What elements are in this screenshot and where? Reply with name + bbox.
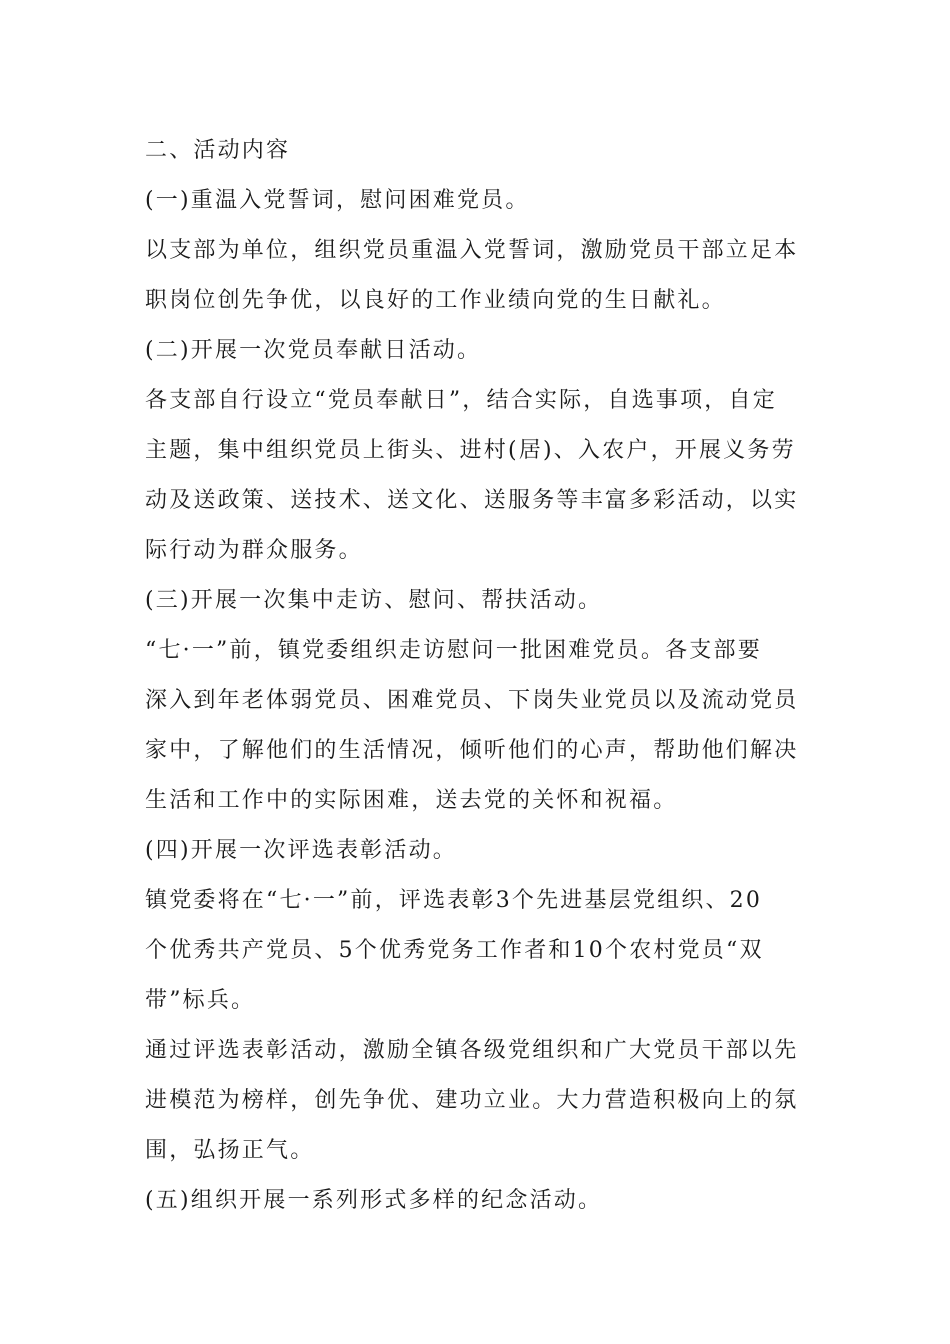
subsection-heading-1: (一)重温入党誓词，慰问困难党员。 <box>145 188 530 213</box>
paragraph-line: 主题，集中组织党员上街头、进村(居)、入农户，开展义务劳 <box>145 438 796 463</box>
paragraph-line: 动及送政策、送技术、送文化、送服务等丰富多彩活动，以实 <box>145 488 799 513</box>
paragraph-line: 职岗位创先争优，以良好的工作业绩向党的生日献礼。 <box>145 288 726 313</box>
paragraph-line: 带”标兵。 <box>145 988 256 1013</box>
paragraph-line: 际行动为群众服务。 <box>145 538 363 563</box>
subsection-heading-3: (三)开展一次集中走访、慰问、帮扶活动。 <box>145 588 603 613</box>
paragraph-line: 以支部为单位，组织党员重温入党誓词，激励党员干部立足本 <box>145 238 799 263</box>
paragraph-line: 深入到年老体弱党员、困难党员、下岗失业党员以及流动党员 <box>145 688 799 713</box>
subsection-heading-2: (二)开展一次党员奉献日活动。 <box>145 338 482 363</box>
paragraph-line: 个优秀共产党员、5个优秀党务工作者和10个农村党员“双 <box>145 938 764 963</box>
section-heading: 二、活动内容 <box>145 138 291 163</box>
paragraph-line: 生活和工作中的实际困难，送去党的关怀和祝福。 <box>145 788 678 813</box>
paragraph-line: “七·一”前，镇党委组织走访慰问一批困难党员。各支部要 <box>145 638 762 663</box>
paragraph-line: 围，弘扬正气。 <box>145 1138 315 1163</box>
paragraph-line: 镇党委将在“七·一”前，评选表彰3个先进基层党组织、20 <box>145 888 763 913</box>
subsection-heading-5: (五)组织开展一系列形式多样的纪念活动。 <box>145 1188 603 1213</box>
paragraph-line: 各支部自行设立“党员奉献日”，结合实际，自选事项，自定 <box>145 388 777 413</box>
paragraph-line: 家中，了解他们的生活情况，倾听他们的心声，帮助他们解决 <box>145 738 799 763</box>
document-body <box>145 126 810 1226</box>
paragraph-line: 通过评选表彰活动，激励全镇各级党组织和广大党员干部以先 <box>145 1038 799 1063</box>
paragraph-line: 进模范为榜样，创先争优、建功立业。大力营造积极向上的氛 <box>145 1088 799 1113</box>
subsection-heading-4: (四)开展一次评选表彰活动。 <box>145 838 457 863</box>
